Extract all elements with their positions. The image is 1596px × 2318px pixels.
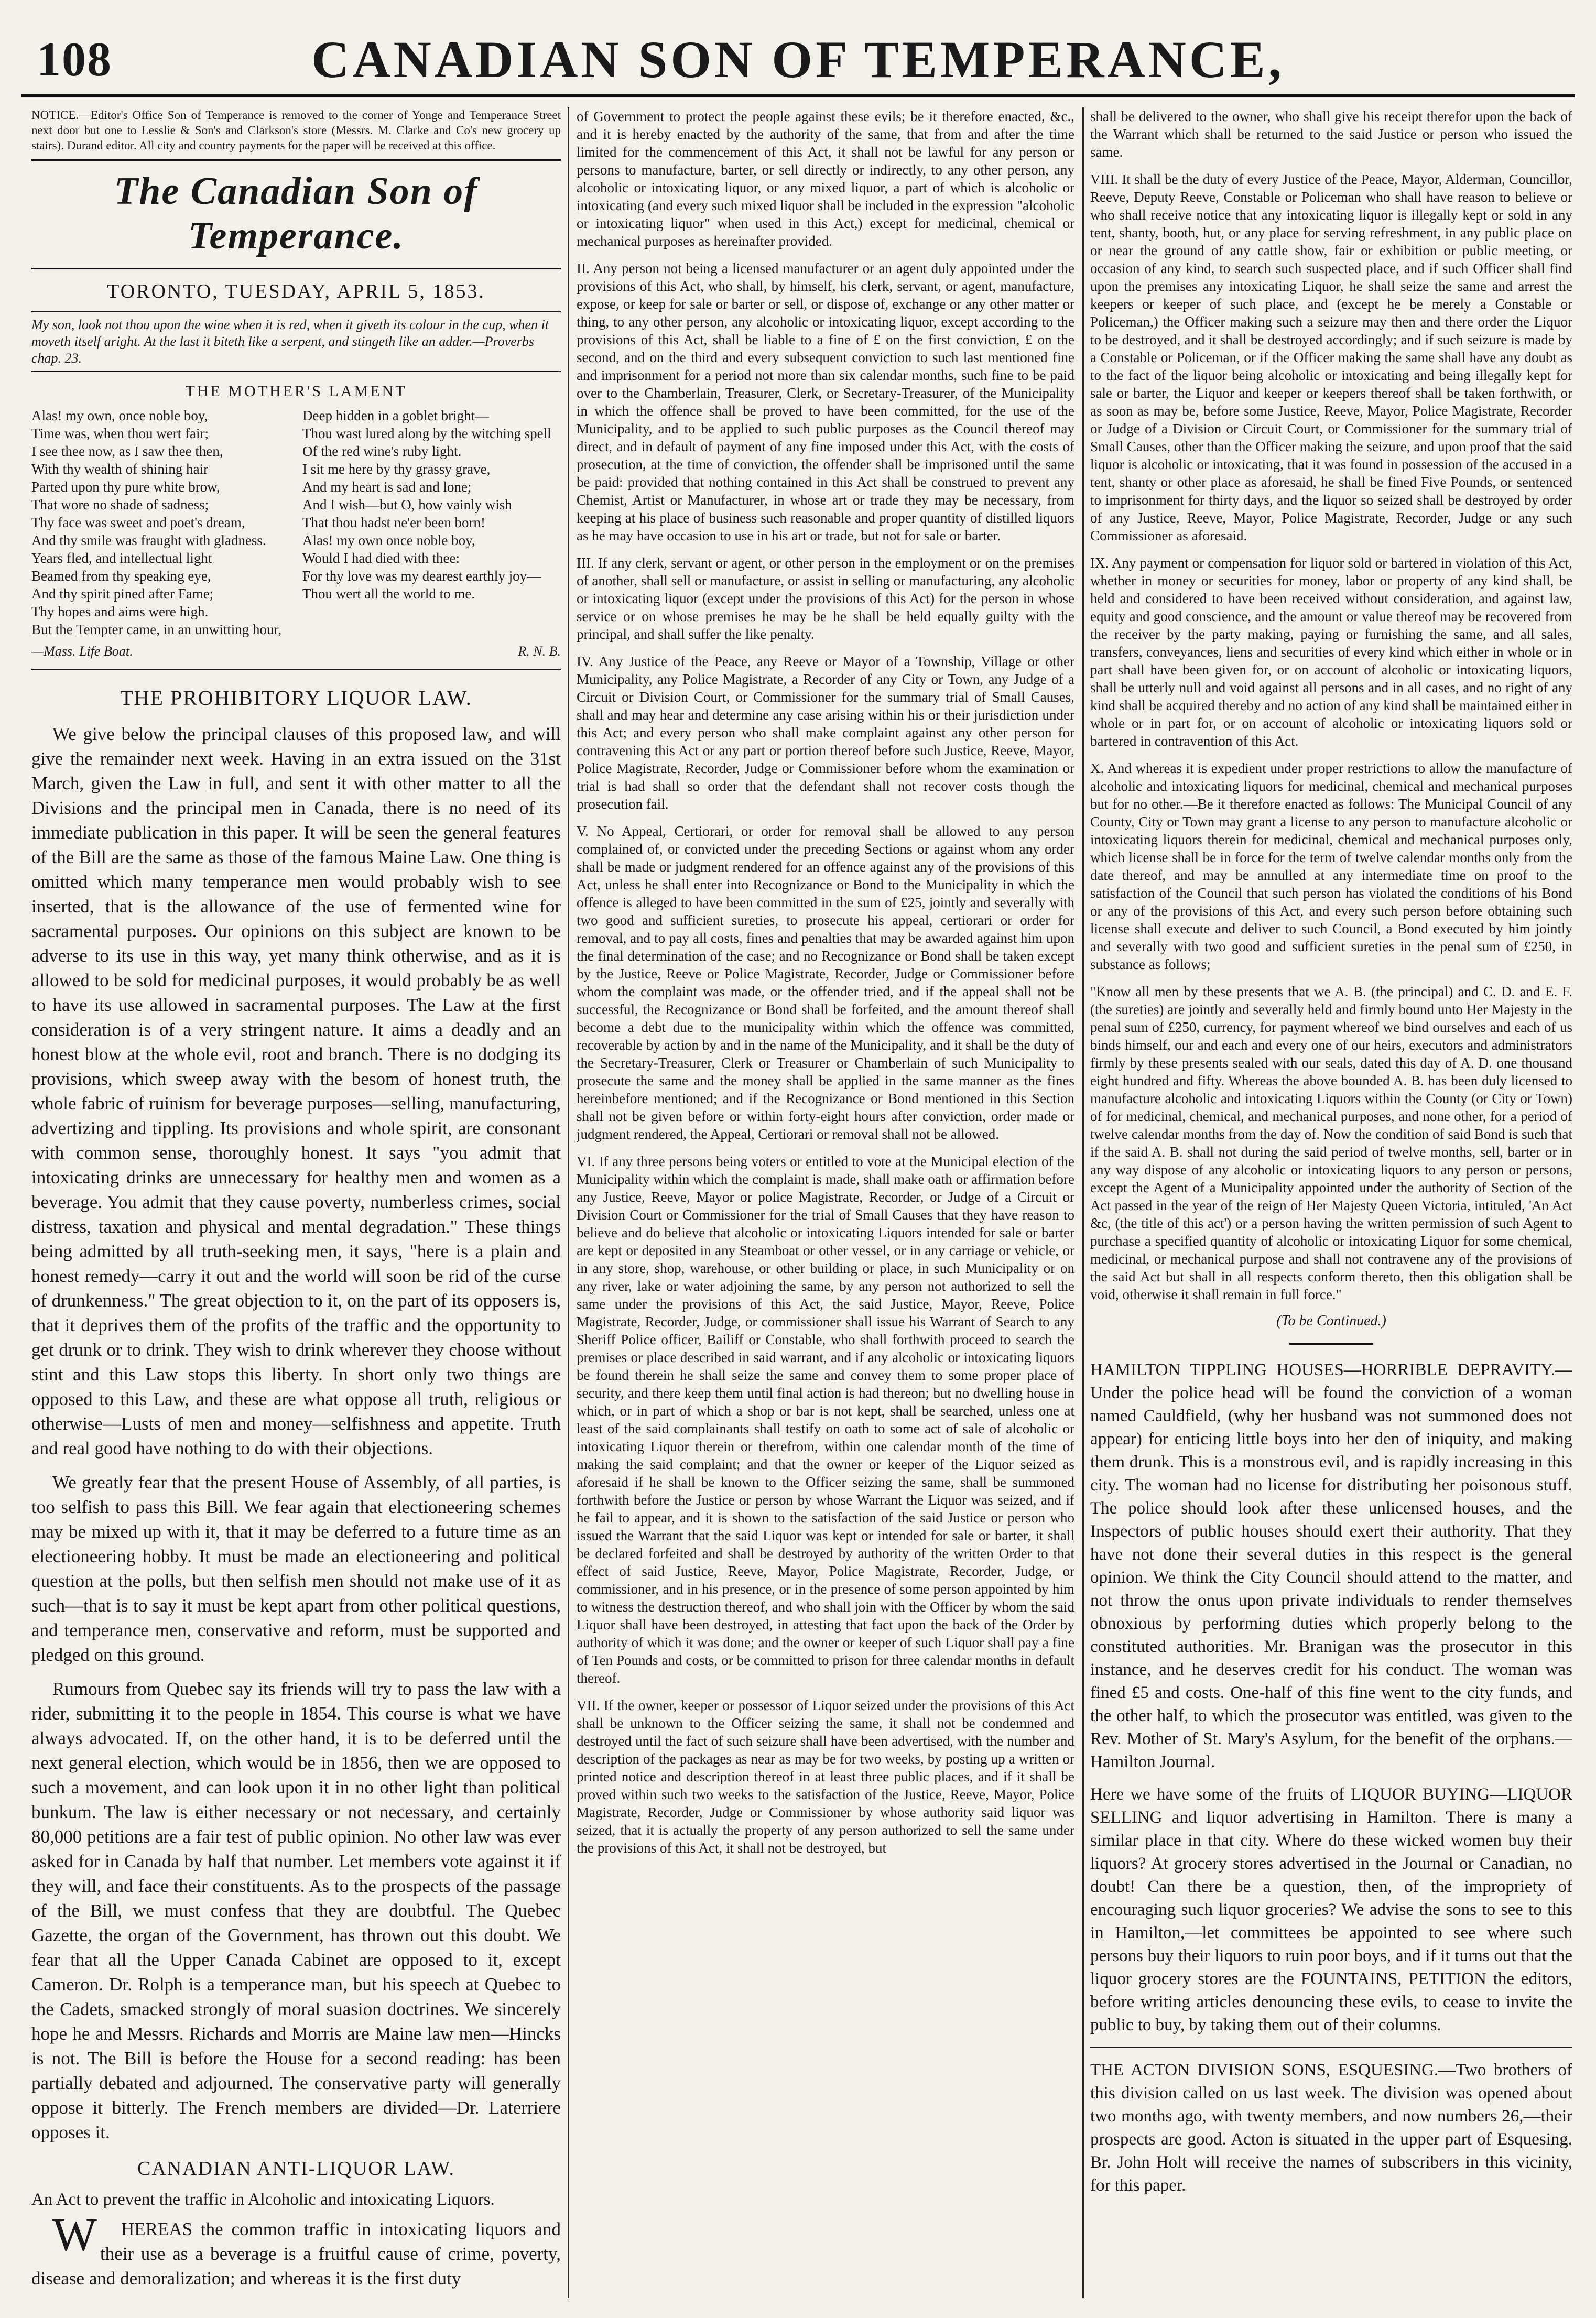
columns bbox=[21, 107, 1575, 2298]
page-number: 108 bbox=[37, 32, 112, 86]
act-section: shall be delivered to the owner, who shall give his receipt therefor upon the back of the Warrant which shall be returned to the said Justice or person who issued the same. bbox=[1090, 108, 1572, 160]
office-notice: NOTICE.—Editor's Office Son of Temperance is removed to the corner of Yonge and Temperance Street next door but one to Lesslie & Son's and Clarkson's store (Messrs. M. Clarke and Co's new grocery up stairs). Durand editor. All city and country payments for the paper will be received at this office. bbox=[31, 107, 561, 161]
poem-left-column: Alas! my own, once noble boy, Time was, when thou wert fair; I see thee now, as I saw thee then, With thy wealth of shining hair Parted upon thy pure white brow, That wore no shade of sadness; Thy face was sweet and poet's dream, And thy smile was fraught with gladness. Years fled, and intellectual light Beamed from thy speaking eye, And thy spirit pined after Fame; Thy hopes and aims were high. But the Tempter came, in an unwitting hour, bbox=[31, 408, 282, 637]
act-section: of Government to protect the people against these evils; be it therefore enacted, &c., and it is hereby enacted by the authority of the same, that from and after the time limited for the commencement of this Act, it shall not be lawful for any person or persons to manufacture, barter, or sell directly or indirectly, to any other person, any alcoholic or intoxicating liquor, or any mixed liquor, a part of which is alcoholic or intoxicating (and every such mixed liquor shall be included in the expression "alcoholic or intoxicating liquor" when used in this Act,) except for medicinal, chemical or mechanical purposes as hereinafter provided. bbox=[577, 108, 1074, 249]
poem-credits bbox=[31, 644, 561, 670]
poem-title: THE MOTHER'S LAMENT bbox=[185, 383, 407, 400]
act-section: II. Any person not being a licensed manufacturer or an agent duly appointed under the provisions of this Act, who shall, by himself, his clerk, servant, or agent, manufacture, expose, or keep for sale or barter or sell, or dispose of, exchange or any other matter or thing, to any other person, any alcoholic or intoxicating liquor, except according to the provisions of this Act, shall be liable to a fine of £ on the first conviction, £ on the second, and on the third and every subsequent conviction to such last mentioned fine and imprisonment for a period not more than six calendar months, such fine to be paid over to the Chamberlain, Treasurer, Clerk, or Secretary-Treasurer, of the Municipality in which the offence shall be proved to have been committed, for the use of the Municipality, and to be applied to such public purposes as the Council thereof may direct, and in default of payment of any fine imposed under this Act, with the costs of prosecution, at the time of conviction, the offender shall be imprisoned until the same be paid: provided that nothing contained in this Act shall be construed to prevent any Chemist, Artist or Manufacturer, in whose art or trade they may be necessary, from keeping at his place of business such reasonable and proper quantity of distilled liquors as he may have occasion to use in his art or trade, but not for sale or barter. bbox=[577, 260, 1074, 543]
act-opening: WHEREAS the common traffic in intoxicating liquors and their use as a beverage is a fruitful cause of crime, poverty, disease and demoralization; and whereas it is the first duty bbox=[31, 2209, 561, 2289]
divider bbox=[1090, 2047, 1572, 2048]
scripture-motto: My son, look not thou upon the wine when it is red, when it giveth its colour in the cup, when it moveth itself aright. At the last it biteth like a serpent, and stingeth like an adder.—Proverbs chap. 23. bbox=[31, 311, 561, 372]
acton-division-notice: THE ACTON DIVISION SONS, ESQUESING.—Two brothers of this division called on us last week. The division was opened about two months ago, with twenty members, and now numbers 26,—their prospects are good. Acton is situated in the upper part of Esquesing. Br. John Holt will receive the names of subscribers in this vicinity, for this paper. bbox=[1090, 2061, 1572, 2195]
to-be-continued: (To be Continued.) bbox=[1276, 1313, 1386, 1329]
act-heading: CANADIAN ANTI-LIQUOR LAW. bbox=[137, 2158, 455, 2180]
act-section: X. And whereas it is expedient under proper restrictions to allow the manufacture of alcoholic and intoxicating liquors for medicinal, chemical and mechanical purposes but for no other.—Be it therefore enacted as follows: The Municipal Council of any County, City or Town may grant a license to any person to manufacture alcoholic or intoxicating liquors therein for medicinal, chemical and mechanical purposes only, which license shall be in force for the term of twelve calendar months only from the date thereof, and may be annulled at any intermediate time on proof to the satisfaction of the Council that such person has violated the conditions of his Bond or any of the provisions of this Act, and every such person before obtaining such license shall execute and deliver to such Council, a Bond executed by him jointly and severally with two good and sufficient sureties in the penal sum of £250, in substance as follows; bbox=[1090, 760, 1572, 972]
poem bbox=[31, 407, 561, 638]
column-rule bbox=[1082, 107, 1084, 2298]
article-paragraph: We give below the principal clauses of this proposed law, and will give the remainder next week. Having in an extra issued on the 31st March, given the Law in full, and sent it with other matter to all the Divisions and the principal men in Canada, there is no need of its immediate publication in this paper. It will be seen the general features of the Bill are the same as those of the famous Maine Law. One thing is omitted which many temperance men would probably wish to see inserted, that is the allowance of the use of fermented wine for sacramental purposes. Our opinions on this subject are known to be adverse to its use in this way, yet many think otherwise, and as it is allowed to be sold for medicinal purposes, it would probably be as well to have its use allowed in sacramental purposes. The Law at the first consideration is of a very stringent nature. It aims a deadly and an honest blow at the whole evil, root and branch. There is no dodging its provisions, which sweep away with the besom of honest truth, the whole fabric of ruinism for beverage purposes—selling, manufacturing, advertizing and tippling. Its provisions and whole spirit, are consonant with common sense, thoroughly honest. It says "you admit that intoxicating drinks are unnecessary for healthy men and women as a beverage. You admit that they cause poverty, numberless crimes, social distress, taxation and physical and mental degradation." These things being admitted by all truth-seeking men, it says, "here is a plain and honest remedy—carry it out and the world will soon be rid of the curse of drunkenness." The great objection to it, on the part of its opposers is, that it deprives them of the profits of the traffic and the opportunity to get drunk or to drink. They wish to drink wherever they choose without stint and this Law stops this liberty. In short only two things are opposed to this Law, and these are what oppose all truth, religious or otherwise—Lusts of men and money—selfishness and appetite. Truth and real good have nothing to do with their objections. bbox=[31, 724, 561, 1459]
paper-title: CANADIAN SON OF TEMPERANCE, bbox=[311, 30, 1285, 89]
hamilton-article: HAMILTON TIPPLING HOUSES—HORRIBLE DEPRAVITY.—Under the police head will be found the conviction of a woman named Cauldfield, (why her husband was not summoned does not appear) for enticing little boys into her den of iniquity, and making them drunk. This is a monstrous evil, and is rapidly increasing in this city. The woman had no license for distributing her poisonous stuff. The police should look after these unlicensed houses, and the Inspectors of public houses should exert their authority. That they have not done their several duties in this respect is the general opinion. We think the City Council should attend to the matter, and not throw the onus upon private individuals to render themselves obnoxious by performing duties which properly belong to the constituted authorities. Mr. Branigan was the prosecutor in this instance, and he deserves credit for his conduct. The woman was fined £5 and costs. One-half of this fine went to the city funds, and the other half, to which the prosecutor was entitled, was given to the Rev. Mother of St. Mary's Asylum, for the benefit of the orphans.—Hamilton Journal. bbox=[1090, 1361, 1572, 1771]
bond-form: "Know all men by these presents that we A. B. (the principal) and C. D. and E. F. (the sureties) are jointly and severally held and firmly bound unto Her Majesty in the penal sum of £250, currency, for payment whereof we bind ourselves and each of us binds himself, our and each and every one of our heirs, executors and administrators firmly by these presents sealed with our seals, dated this day of A. D. one thousand eight hundred and fifty. Whereas the above bounded A. B. has been duly licensed to manufacture alcoholic and intoxicating Liquors within the County (or City or Town) of for medicinal, chemical, and mechanical purposes, and none other, for a period of twelve calendar months from the day of. Now the condition of said Bond is such that if the said A. B. shall not during the said period of twelve months, sell, barter or in any way dispose of any alcoholic or intoxicating liquors to any person or persons, except the Agent of a Municipality appointed under the authority of Section of the Act passed in the year of the reign of Her Majesty Queen Victoria, intituled, 'An Act &c, (the title of this act') or a person having the written permission of such Agent to purchase a specified quantity of alcoholic or intoxicating Liquor for some chemical, medicinal, or mechanical purpose and shall not contravene any of the provisions of the said Act but shall in all respects conform thereto, then this obligation shall be void, otherwise it shall remain in full force." bbox=[1090, 984, 1572, 1302]
article-paragraph: We greatly fear that the present House of Assembly, of all parties, is too selfish to pass this Bill. We fear again that electioneering schemes may be mixed up with it, that it may be deferred to a future time as an electioneering hobby. It must be made an electioneering and political question at the polls, but then selfish men should not make use of it as such—that is to say it must be kept apart from other political questions, and temperance men, conservative and reform, must be supported and pledged on this ground. bbox=[31, 1472, 561, 1665]
column-rule bbox=[568, 107, 569, 2298]
act-section: VI. If any three persons being voters or entitled to vote at the Municipal election of the Municipality within which the complaint is made, shall make oath or affirmation before any Justice, Reeve, Mayor or police Magistrate, Recorder, or Judge of a Circuit or Division Court or Commissioner for the trial of Small Causes that they have reason to believe and do believe that alcoholic or intoxicating Liquors intended for sale or barter are kept or deposited in any Steamboat or other vessel, or in any carriage or vehicle, or in any store, shop, warehouse, or other building or place, in such Municipality or on any river, lake or water adjoining the same, by any person not authorized to sell the same under the provisions of this Act, the said Justice, Mayor, Reeve, Police Magistrate, Recorder, Judge, or commissioner shall issue his Warrant of Search to any Sheriff Police officer, Bailiff or Constable, who shall forthwith proceed to search the premises or place described in said warrant, and if any alcoholic or intoxicating liquors be found therein he shall seize the same and convey them to some proper place of security, and there keep them until final action is had thereon; but no dwelling house in which, or in part of which a shop or bar is not kept, shall be searched, unless one at least of the said complainants shall testify on oath to some act of sale of alcoholic or intoxicating Liquor therein or therefrom, within one calendar month of the time of making the said complaint; and that the owner or keeper of the Liquor seized as aforesaid if he shall be known to the Officer seizing the same, shall be summoned forthwith before the Justice or person by whose Warrant the Liquor was seized, and if he fail to appear, and it is shown to the satisfaction of the said Justice or person who issued the Warrant that the said Liquor was kept or intended for sale or barter, it shall be declared forfeited and shall be destroyed by authority of the written Order to that effect of said Justice, Reeve, Mayor, Police Magistrate, Recorder, Judge, or commissioner, and in his presence, or in the presence of some person appointed by him to witness the destruction thereof, and who shall join with the Officer by whom the said Liquor shall have been destroyed, in attesting that fact upon the back of the Order by authority of which it was done; and the owner or keeper of such Liquor shall pay a fine of Ten Pounds and costs, or be committed to prison for three calendar months in default thereof. bbox=[577, 1153, 1074, 1686]
column-3 bbox=[1090, 107, 1572, 2298]
poem-initials: R. N. B. bbox=[518, 644, 561, 659]
poem-source: —Mass. Life Boat. bbox=[31, 644, 133, 659]
article-paragraph: Rumours from Quebec say its friends will try to pass the law with a rider, submitting it to the people in 1854. This course is what we have always advocated. If, on the other hand, it is to be deferred until the next general election, which would be in 1856, then we are opposed to such a movement, and can look upon it in no other light than political bunkum. The law is either necessary or not necessary, and certainly 80,000 petitions are a fair test of public opinion. No other law was ever asked for in Canada by half that number. Let members vote against it if they will, and face their constituents. As to the prospects of the passage of the Bill, we must confess that they are doubtful. The Quebec Gazette, the organ of the Government, has thrown out this doubt. We fear that all the Upper Canada Cabinet are opposed to it, except Cameron. Dr. Rolph is a temperance man, but his speech at Quebec to the Cadets, smacked strongly of moral suasion doctrines. We sincerely hope he and Messrs. Richards and Morris are Maine law men—Hincks is not. The Bill is before the House for a second reading: has been partially debated and adjourned. The conservative party will generally oppose it bitterly. The French members are divided—Dr. Laterriere opposes it. bbox=[31, 1679, 561, 2142]
act-section: VII. If the owner, keeper or possessor of Liquor seized under the provisions of this Act shall be unknown to the Officer seizing the same, it shall not be condemned and destroyed until the fact of such seizure shall have been advertised, with the number and description of the packages as near as may be for two weeks, by posting up a written or printed notice and description thereof in at least three public places, and if it shall be proved within such two weeks to the satisfaction of the Justice, Reeve, Mayor, Police Magistrate, Recorder, Judge or Commissioner by whose authority said liquor was seized, that it is actually the property of any person authorized to sell the same under the provisions of this Act, it shall not be destroyed, but bbox=[577, 1697, 1074, 1856]
act-section: V. No Appeal, Certiorari, or order for removal shall be allowed to any person complained of, or convicted under the preceding Sections or against whom any order shall be made or judgment rendered for an offence against any of the provisions of this Act, unless he shall enter into Recognizance or Bond to the Municipality in which the offence is alleged to have been committed in the sum of £25, jointly and severally with two good and sufficient sureties, to prosecute his appeal, certiorari or order for removal, and to pay all costs, fines and penalties that may be awarded against him upon the final determination of the case; and no Recognizance or Bond shall be taken except by the Justice, Reeve or Police Magistrate, Recorder, Judge or Commissioner before whom the complaint was made, or the offender tried, and if the appeal shall not be successful, the Recognizance or Bond shall be forfeited, and the amount thereof shall become a debt due to the municipality within which the offence was committed, recoverable by action by and in the name of the Municipality, and it shall be the duty of the Secretary-Treasurer, Clerk or Treasurer or Chamberlain of such Municipality to prosecute the same and the money shall be applied in the same manner as the fines hereinbefore mentioned; and if the Recognizance or Bond mentioned in this Section shall not be given before or within forty-eight hours after conviction, order made or judgment rendered, the Appeal, Certiorari or removal shall not be allowed. bbox=[577, 823, 1074, 1142]
article-heading: THE PROHIBITORY LIQUOR LAW. bbox=[120, 686, 472, 710]
masthead bbox=[21, 16, 1575, 97]
column-2 bbox=[577, 107, 1074, 2298]
divider bbox=[1289, 1343, 1373, 1345]
paper-nameplate: The Canadian Son of Temperance. bbox=[31, 169, 561, 269]
poem-right-column: Deep hidden in a goblet bright— Thou wast lured along by the witching spell Of the red wine's ruby light. I sit me here by thy grassy grave, And my heart is sad and lone; And I wish—but O, how vainly wish That thou hadst ne'er been born! Alas! my own once noble boy, Would I had died with thee: For thy love was my dearest earthly joy— Thou wert all the world to me. bbox=[302, 408, 551, 602]
act-section: IX. Any payment or compensation for liquor sold or bartered in violation of this Act, whether in money or securities for money, labor or property of any kind shall, be held and considered to have been received without consideration, and against law, equity and good conscience, and the amount or value thereof may be recovered from the receiver by the party making, paying or furnishing the same, and all sales, transfers, conveyances, liens and securities of every kind which either in whole or in part shall have been given for, or on account of alcoholic or intoxicating liquors, shall be utterly null and void against all persons and in all cases, and no right of any kind shall be acquired thereby and no action of any kind shall be maintained either in whole or in part for, or on account of alcoholic or intoxicating liquors sold or bartered in contravention of this Act. bbox=[1090, 555, 1572, 749]
dateline: TORONTO, TUESDAY, APRIL 5, 1853. bbox=[107, 280, 485, 302]
act-section: IV. Any Justice of the Peace, any Reeve or Mayor of a Township, Village or other Municipality, any Police Magistrate, a Recorder of any City or Town, any Judge of a Circuit or Division Court, or Commissioner for the summary trial of Small Causes, shall and may hear and determine any case arising within his or their jurisdiction under this Act; and every person who shall make complaint against any other person for contravening this Act or any part or portion thereof before such Justice, Reeve, Mayor, Police Magistrate, Recorder, Judge or Commissioner before whom the examination or trial is had shall so order that the defendant shall not recover costs though the prosecution fail. bbox=[577, 654, 1074, 812]
act-section: VIII. It shall be the duty of every Justice of the Peace, Mayor, Alderman, Councillor, Reeve, Deputy Reeve, Constable or Policeman who shall have reason to believe or who shall receive notice that any intoxicating liquor is illegally kept or sold in any tent, shanty, booth, hut, or any place for serving refreshment, in any public place on or near the ground of any cattle show, fair or exhibition or public meeting, or occasion of any kind, to search such suspected place, and if such Officer shall find upon the premises any intoxicating Liquor, he shall seize the same and arrest the keepers or keeper of such place, and (except he be merely a Constable or Policeman,) the Officer making such a seizure may then and there order the Liquor to be destroyed, and it shall be destroyed accordingly; and if such seizure is made by a Constable or Policeman, or if the Officer making the same shall have any doubt as to the fact of the liquor being alcoholic or intoxicating and being illegally kept for sale or barter, the Liquor and keeper or keepers thereof shall be taken forthwith, or as soon as may be, before some Justice, Reeve, Mayor, Police Magistrate, Recorder or Judge of a Division or Circuit Court, or Commissioner for the summary trial of Small Causes, other than the Officer making the seizure, and upon proof that the said liquor is alcoholic or intoxicating, that it was found in possession of the accused in a tent, shanty or other place as aforesaid, he shall be fined Five Pounds, or sentenced to imprisonment for thirty days, and the liquor so seized shall be destroyed by order of any Justice, Reeve, Mayor, Police Magistrate, Recorder, Judge or any such Commissioner as aforesaid. bbox=[1090, 171, 1572, 543]
act-section: III. If any clerk, servant or agent, or other person in the employment or on the premises of another, shall sell or manufacture, or assist in selling or manufacturing, any alcoholic or intoxicating liquor (except under the provisions of this Act) for the person in whose service or on whose premises he may be he shall be held equally guilty with the principal, and shall suffer the like penalty. bbox=[577, 555, 1074, 642]
act-title: An Act to prevent the traffic in Alcoholic and intoxicating Liquors. bbox=[31, 2190, 495, 2209]
column-1 bbox=[31, 107, 561, 2298]
editorial-comment: Here we have some of the fruits of LIQUOR BUYING—LIQUOR SELLING and liquor advertising in Hamilton. There is many a similar place in that city. Where do these wicked women buy their liquors? At grocery stores advertised in the Journal or Canadian, no doubt! Can there be a question, then, of the impropriety of encouraging such liquor groceries? We advise the sons to see to this in Hamilton,—let committees be appointed to see where such persons buy their liquors to ruin poor boys, and if it turns out that the liquor grocery stores are the FOUNTAINS, PETITION the editors, before writing articles denouncing these evils, to cease to invite the public to buy, by taking them out of their columns. bbox=[1090, 1785, 1572, 2034]
newspaper-page bbox=[21, 16, 1575, 2301]
